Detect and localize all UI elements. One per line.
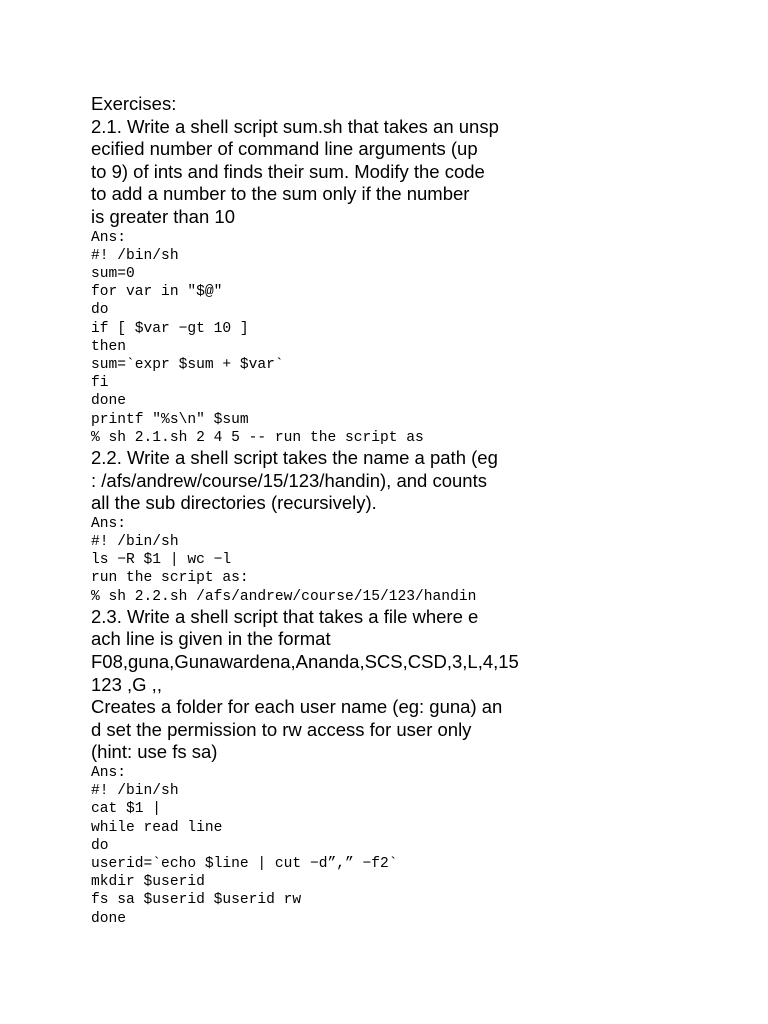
code-line: #! /bin/sh (91, 783, 179, 800)
code-line: userid=`echo $line | cut −d”,” −f2` (91, 855, 398, 872)
code-line: #! /bin/sh (91, 533, 179, 550)
code-line: if [ $var −gt 10 ] (91, 320, 249, 337)
code-line: done (91, 910, 127, 927)
code-line: Ans: (91, 515, 127, 532)
question-line: (hint: use fs sa) (91, 741, 218, 763)
code-line: % sh 2.2.sh /afs/andrew/course/15/123/handin (91, 588, 477, 605)
question-line: 2.2. Write a shell script takes the name a path (eg (91, 447, 498, 468)
code-line: for var in "$@" (91, 284, 223, 301)
exercise-2-2 (91, 447, 731, 606)
question-line: ecified number of command line arguments (up (91, 138, 478, 160)
answer-code-block (91, 229, 731, 447)
question-line: to 9) of ints and finds their sum. Modify the code (91, 160, 485, 182)
question-line: is greater than 10 (91, 205, 235, 227)
answer-code-block (91, 515, 731, 606)
question-line: d set the permission to rw access for user only (91, 718, 472, 740)
code-line: sum=0 (91, 265, 135, 282)
question-line: to add a number to the sum only if the number (91, 183, 470, 205)
exercise-2-3 (91, 606, 731, 928)
question-line: all the sub directories (recursively). (91, 492, 377, 514)
code-line: Ans: (91, 229, 127, 246)
document-body (91, 93, 731, 928)
question-line: 2.3. Write a shell script that takes a file where e (91, 605, 479, 627)
code-line: cat $1 | (91, 801, 162, 818)
code-line: #! /bin/sh (91, 247, 179, 264)
code-line: fs sa $userid $userid rw (91, 892, 302, 909)
code-line: run the script as: (91, 570, 249, 587)
code-line: Ans: (91, 764, 127, 781)
exercise-2-1 (91, 116, 731, 447)
question-line: 2.1. Write a shell script sum.sh that takes an unsp (91, 115, 499, 137)
code-line: do (91, 837, 109, 854)
exercises-heading: Exercises: (91, 93, 177, 114)
question-line: F08,guna,Gunawardena,Ananda,SCS,CSD,3,L,4,15 (91, 650, 519, 672)
code-line: done (91, 393, 127, 410)
code-line: ls −R $1 | wc −l (91, 552, 232, 569)
exercise-question (91, 606, 731, 764)
answer-code-block (91, 764, 731, 928)
code-line: printf "%s\n" $sum (91, 411, 249, 428)
question-line: ach line is given in the format (91, 628, 331, 650)
exercise-question (91, 447, 731, 515)
code-line: % sh 2.1.sh 2 4 5 -- run the script as (91, 429, 424, 446)
exercise-question (91, 116, 731, 229)
code-line: mkdir $userid (91, 874, 205, 891)
code-line: fi (91, 375, 109, 392)
code-line: sum=`expr $sum + $var` (91, 356, 284, 373)
code-line: do (91, 302, 109, 319)
question-line: Creates a folder for each user name (eg: guna) an (91, 696, 503, 718)
code-line: while read line (91, 819, 223, 836)
code-line: then (91, 338, 127, 355)
question-line: 123 ,G ,, (91, 673, 162, 695)
question-line: : /afs/andrew/course/15/123/handin), and counts (91, 469, 487, 491)
